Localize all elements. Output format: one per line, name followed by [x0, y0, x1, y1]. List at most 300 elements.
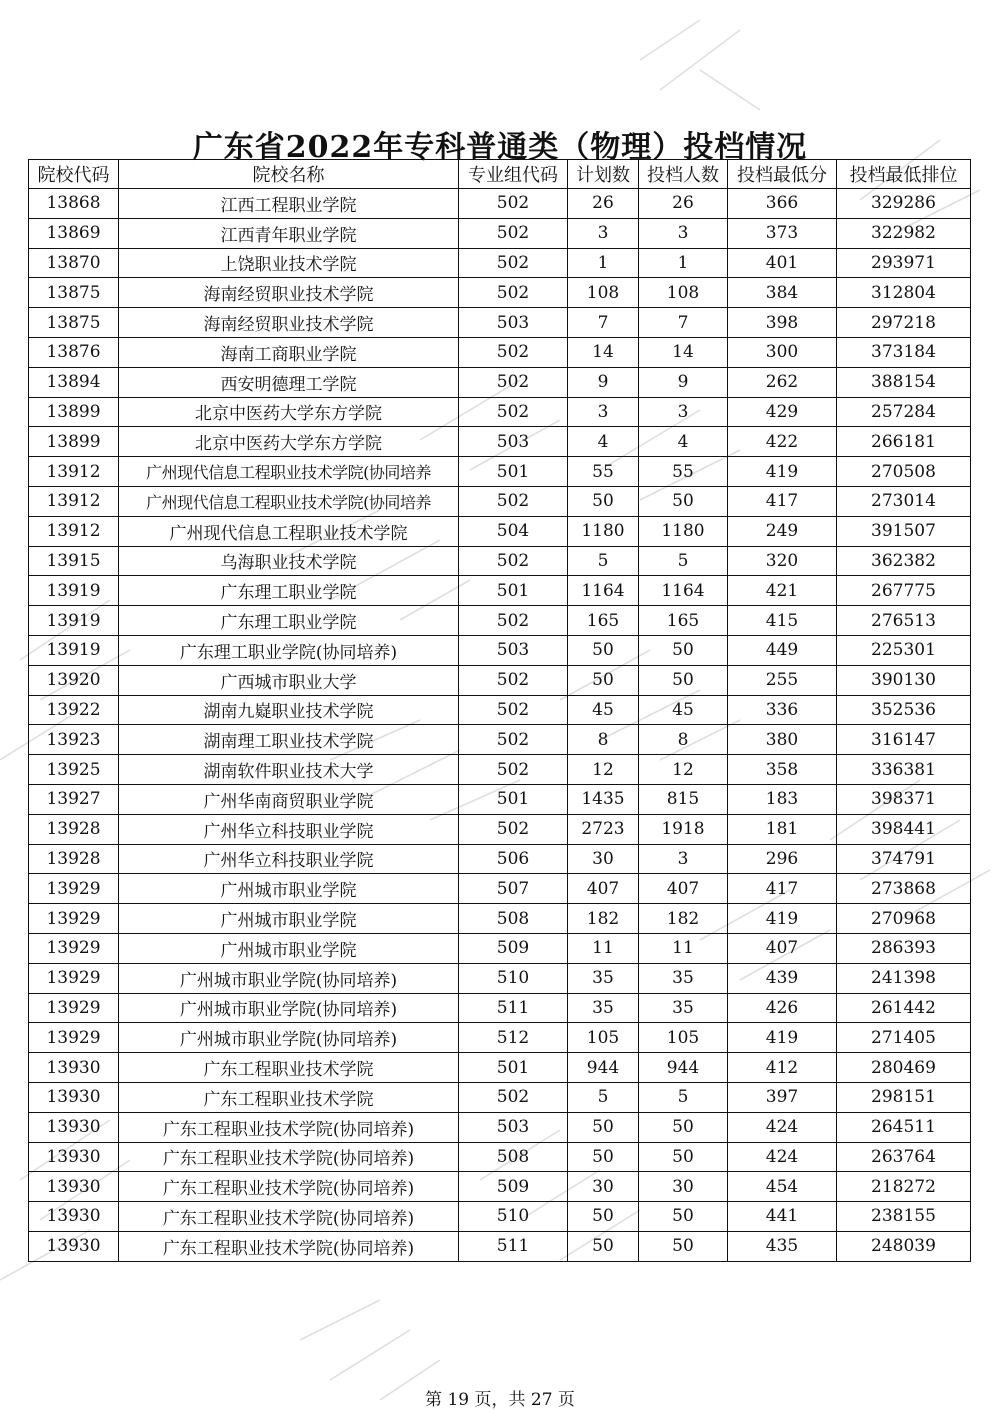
cell-min-score: 426 — [728, 993, 837, 1023]
cell-plan-count: 35 — [568, 963, 639, 993]
cell-school-name: 广东工程职业技术学院(协同培养) — [119, 1231, 459, 1261]
cell-min-score: 296 — [728, 844, 837, 874]
cell-school-code: 13876 — [29, 337, 119, 367]
cell-school-code: 13912 — [29, 516, 119, 546]
cell-school-name: 广东工程职业技术学院(协同培养) — [119, 1172, 459, 1202]
cell-admitted-count: 50 — [639, 1112, 728, 1142]
cell-group-code: 508 — [459, 1142, 568, 1172]
table-row — [29, 874, 971, 904]
cell-admitted-count: 30 — [639, 1172, 728, 1202]
cell-admitted-count: 3 — [639, 844, 728, 874]
cell-school-code: 13929 — [29, 993, 119, 1023]
cell-min-rank: 373184 — [837, 337, 971, 367]
cell-group-code: 502 — [459, 218, 568, 248]
cell-group-code: 501 — [459, 576, 568, 606]
cell-group-code: 503 — [459, 635, 568, 665]
cell-school-code: 13930 — [29, 1172, 119, 1202]
cell-admitted-count: 35 — [639, 993, 728, 1023]
cell-school-code: 13915 — [29, 546, 119, 576]
cell-plan-count: 50 — [568, 1231, 639, 1261]
cell-plan-count: 2723 — [568, 814, 639, 844]
cell-plan-count: 5 — [568, 546, 639, 576]
cell-admitted-count: 108 — [639, 278, 728, 308]
cell-group-code: 502 — [459, 755, 568, 785]
cell-school-name: 北京中医药大学东方学院 — [119, 427, 459, 457]
cell-school-name: 广西城市职业大学 — [119, 665, 459, 695]
cell-plan-count: 3 — [568, 397, 639, 427]
cell-plan-count: 8 — [568, 725, 639, 755]
cell-school-name: 广州华立科技职业学院 — [119, 844, 459, 874]
cell-admitted-count: 50 — [639, 635, 728, 665]
cell-plan-count: 35 — [568, 993, 639, 1023]
cell-min-rank: 391507 — [837, 516, 971, 546]
cell-min-score: 435 — [728, 1231, 837, 1261]
cell-plan-count: 4 — [568, 427, 639, 457]
cell-min-rank: 388154 — [837, 367, 971, 397]
cell-school-name: 广州现代信息工程职业技术学院(协同培养 — [119, 457, 459, 487]
cell-min-rank: 276513 — [837, 606, 971, 636]
cell-min-score: 183 — [728, 784, 837, 814]
cell-school-code: 13912 — [29, 486, 119, 516]
table-row — [29, 695, 971, 725]
cell-school-code: 13919 — [29, 576, 119, 606]
cell-school-name: 海南经贸职业技术学院 — [119, 308, 459, 338]
cell-admitted-count: 1918 — [639, 814, 728, 844]
cell-min-score: 255 — [728, 665, 837, 695]
table-header-row — [29, 160, 971, 189]
cell-school-name: 湖南软件职业技术大学 — [119, 755, 459, 785]
table-row — [29, 1112, 971, 1142]
cell-min-rank: 267775 — [837, 576, 971, 606]
cell-min-rank: 270968 — [837, 904, 971, 934]
cell-min-rank: 248039 — [837, 1231, 971, 1261]
cell-plan-count: 50 — [568, 1142, 639, 1172]
table-row — [29, 725, 971, 755]
cell-group-code: 502 — [459, 725, 568, 755]
cell-admitted-count: 12 — [639, 755, 728, 785]
cell-admitted-count: 11 — [639, 933, 728, 963]
cell-admitted-count: 50 — [639, 1202, 728, 1232]
cell-school-name: 广东理工职业学院 — [119, 576, 459, 606]
cell-school-code: 13929 — [29, 963, 119, 993]
table-row — [29, 933, 971, 963]
cell-plan-count: 50 — [568, 1202, 639, 1232]
cell-school-code: 13929 — [29, 904, 119, 934]
table-row — [29, 635, 971, 665]
cell-school-name: 广东工程职业技术学院(协同培养) — [119, 1112, 459, 1142]
cell-min-rank: 273014 — [837, 486, 971, 516]
cell-school-name: 广州城市职业学院 — [119, 874, 459, 904]
cell-admitted-count: 26 — [639, 189, 728, 219]
table-row — [29, 278, 971, 308]
table-row — [29, 904, 971, 934]
cell-min-score: 181 — [728, 814, 837, 844]
cell-min-rank: 293971 — [837, 248, 971, 278]
cell-school-code: 13929 — [29, 933, 119, 963]
cell-min-rank: 336381 — [837, 755, 971, 785]
cell-min-rank: 261442 — [837, 993, 971, 1023]
cell-admitted-count: 1164 — [639, 576, 728, 606]
cell-group-code: 502 — [459, 337, 568, 367]
table-row — [29, 546, 971, 576]
cell-admitted-count: 50 — [639, 665, 728, 695]
table-row — [29, 963, 971, 993]
cell-group-code: 509 — [459, 933, 568, 963]
cell-group-code: 502 — [459, 397, 568, 427]
col-header-plan-count: 计划数 — [568, 160, 639, 189]
cell-admitted-count: 14 — [639, 337, 728, 367]
table-row — [29, 367, 971, 397]
cell-school-name: 江西工程职业学院 — [119, 189, 459, 219]
cell-min-score: 366 — [728, 189, 837, 219]
cell-school-name: 北京中医药大学东方学院 — [119, 397, 459, 427]
cell-min-rank: 241398 — [837, 963, 971, 993]
cell-group-code: 508 — [459, 904, 568, 934]
cell-admitted-count: 50 — [639, 1231, 728, 1261]
cell-min-score: 429 — [728, 397, 837, 427]
cell-school-name: 湖南九嶷职业技术学院 — [119, 695, 459, 725]
cell-school-name: 广东工程职业技术学院 — [119, 1082, 459, 1112]
table-row — [29, 486, 971, 516]
cell-plan-count: 944 — [568, 1053, 639, 1083]
cell-school-name: 广东理工职业学院(协同培养) — [119, 635, 459, 665]
cell-plan-count: 30 — [568, 1172, 639, 1202]
cell-school-name: 广东工程职业技术学院 — [119, 1053, 459, 1083]
col-header-school-code: 院校代码 — [29, 160, 119, 189]
cell-school-name: 广州现代信息工程职业技术学院 — [119, 516, 459, 546]
cell-school-name: 广东工程职业技术学院(协同培养) — [119, 1202, 459, 1232]
cell-min-rank: 298151 — [837, 1082, 971, 1112]
cell-school-name: 乌海职业技术学院 — [119, 546, 459, 576]
cell-school-code: 13869 — [29, 218, 119, 248]
cell-min-rank: 362382 — [837, 546, 971, 576]
cell-min-rank: 322982 — [837, 218, 971, 248]
cell-min-score: 398 — [728, 308, 837, 338]
cell-min-rank: 218272 — [837, 1172, 971, 1202]
table-row — [29, 308, 971, 338]
cell-admitted-count: 35 — [639, 963, 728, 993]
cell-group-code: 502 — [459, 814, 568, 844]
cell-group-code: 510 — [459, 963, 568, 993]
cell-school-code: 13930 — [29, 1082, 119, 1112]
table-row — [29, 814, 971, 844]
cell-min-score: 336 — [728, 695, 837, 725]
cell-group-code: 502 — [459, 367, 568, 397]
table-row — [29, 755, 971, 785]
table-row — [29, 1053, 971, 1083]
table-row — [29, 516, 971, 546]
cell-admitted-count: 55 — [639, 457, 728, 487]
table-row — [29, 248, 971, 278]
cell-min-score: 320 — [728, 546, 837, 576]
cell-min-score: 419 — [728, 904, 837, 934]
table-row — [29, 218, 971, 248]
cell-school-name: 广州城市职业学院(协同培养) — [119, 993, 459, 1023]
cell-group-code: 502 — [459, 695, 568, 725]
cell-min-score: 407 — [728, 933, 837, 963]
cell-school-name: 广州城市职业学院 — [119, 933, 459, 963]
cell-min-score: 419 — [728, 457, 837, 487]
cell-min-rank: 352536 — [837, 695, 971, 725]
cell-min-rank: 280469 — [837, 1053, 971, 1083]
cell-school-code: 13922 — [29, 695, 119, 725]
cell-school-code: 13920 — [29, 665, 119, 695]
cell-plan-count: 50 — [568, 486, 639, 516]
cell-min-rank: 374791 — [837, 844, 971, 874]
cell-min-rank: 398441 — [837, 814, 971, 844]
table-row — [29, 337, 971, 367]
cell-school-code: 13899 — [29, 427, 119, 457]
cell-school-name: 西安明德理工学院 — [119, 367, 459, 397]
table-row — [29, 1172, 971, 1202]
cell-group-code: 501 — [459, 784, 568, 814]
cell-admitted-count: 45 — [639, 695, 728, 725]
cell-school-code: 13919 — [29, 635, 119, 665]
cell-min-score: 262 — [728, 367, 837, 397]
cell-admitted-count: 50 — [639, 1142, 728, 1172]
table-row — [29, 427, 971, 457]
cell-school-code: 13928 — [29, 814, 119, 844]
cell-school-code: 13919 — [29, 606, 119, 636]
cell-group-code: 503 — [459, 427, 568, 457]
cell-min-rank: 257284 — [837, 397, 971, 427]
cell-admitted-count: 407 — [639, 874, 728, 904]
cell-admitted-count: 5 — [639, 546, 728, 576]
cell-school-code: 13927 — [29, 784, 119, 814]
cell-school-code: 13868 — [29, 189, 119, 219]
cell-min-rank: 271405 — [837, 1023, 971, 1053]
cell-school-code: 13894 — [29, 367, 119, 397]
cell-group-code: 504 — [459, 516, 568, 546]
cell-school-code: 13930 — [29, 1142, 119, 1172]
cell-admitted-count: 3 — [639, 397, 728, 427]
cell-plan-count: 1 — [568, 248, 639, 278]
cell-school-code: 13930 — [29, 1053, 119, 1083]
cell-plan-count: 26 — [568, 189, 639, 219]
admission-table — [28, 159, 971, 1262]
cell-school-code: 13875 — [29, 308, 119, 338]
cell-min-rank: 286393 — [837, 933, 971, 963]
cell-plan-count: 55 — [568, 457, 639, 487]
table-row — [29, 189, 971, 219]
cell-group-code: 510 — [459, 1202, 568, 1232]
cell-plan-count: 50 — [568, 635, 639, 665]
cell-admitted-count: 165 — [639, 606, 728, 636]
cell-min-rank: 312804 — [837, 278, 971, 308]
cell-admitted-count: 9 — [639, 367, 728, 397]
cell-school-code: 13899 — [29, 397, 119, 427]
cell-plan-count: 9 — [568, 367, 639, 397]
cell-group-code: 511 — [459, 1231, 568, 1261]
cell-min-score: 454 — [728, 1172, 837, 1202]
cell-school-name: 广州华南商贸职业学院 — [119, 784, 459, 814]
cell-min-score: 300 — [728, 337, 837, 367]
cell-group-code: 506 — [459, 844, 568, 874]
cell-min-score: 422 — [728, 427, 837, 457]
cell-school-name: 广东工程职业技术学院(协同培养) — [119, 1142, 459, 1172]
cell-min-score: 384 — [728, 278, 837, 308]
cell-admitted-count: 1180 — [639, 516, 728, 546]
cell-plan-count: 1164 — [568, 576, 639, 606]
cell-group-code: 502 — [459, 665, 568, 695]
cell-min-score: 439 — [728, 963, 837, 993]
cell-min-rank: 225301 — [837, 635, 971, 665]
cell-plan-count: 50 — [568, 1112, 639, 1142]
table-row — [29, 1231, 971, 1261]
cell-min-score: 417 — [728, 874, 837, 904]
cell-admitted-count: 1 — [639, 248, 728, 278]
table-body — [29, 189, 971, 1262]
cell-school-code: 13870 — [29, 248, 119, 278]
cell-min-rank: 266181 — [837, 427, 971, 457]
table-row — [29, 993, 971, 1023]
cell-school-code: 13923 — [29, 725, 119, 755]
cell-plan-count: 7 — [568, 308, 639, 338]
cell-min-rank: 273868 — [837, 874, 971, 904]
cell-plan-count: 45 — [568, 695, 639, 725]
cell-group-code: 502 — [459, 1082, 568, 1112]
cell-admitted-count: 182 — [639, 904, 728, 934]
col-header-school-name: 院校名称 — [119, 160, 459, 189]
cell-admitted-count: 7 — [639, 308, 728, 338]
cell-school-code: 13875 — [29, 278, 119, 308]
page-title: 广东省2022年专科普通类（物理）投档情况 — [192, 130, 808, 165]
table-row — [29, 1142, 971, 1172]
cell-admitted-count: 105 — [639, 1023, 728, 1053]
cell-school-name: 广东理工职业学院 — [119, 606, 459, 636]
cell-min-score: 373 — [728, 218, 837, 248]
table-row — [29, 606, 971, 636]
cell-group-code: 501 — [459, 1053, 568, 1083]
table-row — [29, 844, 971, 874]
cell-plan-count: 3 — [568, 218, 639, 248]
cell-school-code: 13930 — [29, 1112, 119, 1142]
cell-plan-count: 50 — [568, 665, 639, 695]
cell-group-code: 503 — [459, 308, 568, 338]
cell-school-name: 江西青年职业学院 — [119, 218, 459, 248]
cell-plan-count: 14 — [568, 337, 639, 367]
cell-group-code: 512 — [459, 1023, 568, 1053]
cell-plan-count: 1435 — [568, 784, 639, 814]
cell-school-code: 13929 — [29, 1023, 119, 1053]
cell-school-name: 湖南理工职业技术学院 — [119, 725, 459, 755]
cell-group-code: 507 — [459, 874, 568, 904]
cell-school-name: 广州城市职业学院(协同培养) — [119, 1023, 459, 1053]
table-row — [29, 1023, 971, 1053]
cell-group-code: 501 — [459, 457, 568, 487]
cell-plan-count: 105 — [568, 1023, 639, 1053]
col-header-min-score: 投档最低分 — [728, 160, 837, 189]
cell-min-score: 449 — [728, 635, 837, 665]
cell-group-code: 509 — [459, 1172, 568, 1202]
cell-school-name: 广州现代信息工程职业技术学院(协同培养 — [119, 486, 459, 516]
cell-min-score: 421 — [728, 576, 837, 606]
cell-plan-count: 165 — [568, 606, 639, 636]
cell-min-score: 397 — [728, 1082, 837, 1112]
cell-min-score: 358 — [728, 755, 837, 785]
cell-admitted-count: 815 — [639, 784, 728, 814]
cell-group-code: 502 — [459, 486, 568, 516]
page-footer: 第 19 页，共 27 页 — [425, 1390, 575, 1410]
cell-admitted-count: 944 — [639, 1053, 728, 1083]
cell-plan-count: 407 — [568, 874, 639, 904]
table-row — [29, 397, 971, 427]
cell-admitted-count: 5 — [639, 1082, 728, 1112]
cell-plan-count: 182 — [568, 904, 639, 934]
table-row — [29, 457, 971, 487]
cell-min-score: 249 — [728, 516, 837, 546]
cell-school-code: 13930 — [29, 1202, 119, 1232]
cell-min-score: 441 — [728, 1202, 837, 1232]
table-row — [29, 784, 971, 814]
cell-admitted-count: 8 — [639, 725, 728, 755]
cell-min-rank: 263764 — [837, 1142, 971, 1172]
cell-school-code: 13928 — [29, 844, 119, 874]
cell-min-rank: 329286 — [837, 189, 971, 219]
cell-min-score: 380 — [728, 725, 837, 755]
table-row — [29, 1082, 971, 1112]
cell-school-name: 海南工商职业学院 — [119, 337, 459, 367]
cell-group-code: 511 — [459, 993, 568, 1023]
cell-admitted-count: 3 — [639, 218, 728, 248]
cell-school-name: 广州华立科技职业学院 — [119, 814, 459, 844]
cell-plan-count: 12 — [568, 755, 639, 785]
cell-admitted-count: 50 — [639, 486, 728, 516]
table-row — [29, 576, 971, 606]
cell-group-code: 503 — [459, 1112, 568, 1142]
cell-min-rank: 264511 — [837, 1112, 971, 1142]
cell-school-code: 13930 — [29, 1231, 119, 1261]
cell-school-name: 上饶职业技术学院 — [119, 248, 459, 278]
table-row — [29, 665, 971, 695]
cell-min-rank: 270508 — [837, 457, 971, 487]
cell-admitted-count: 4 — [639, 427, 728, 457]
cell-min-score: 415 — [728, 606, 837, 636]
cell-plan-count: 1180 — [568, 516, 639, 546]
cell-min-rank: 238155 — [837, 1202, 971, 1232]
cell-min-rank: 390130 — [837, 665, 971, 695]
col-header-min-rank: 投档最低排位 — [837, 160, 971, 189]
cell-plan-count: 5 — [568, 1082, 639, 1112]
col-header-admitted-count: 投档人数 — [639, 160, 728, 189]
cell-school-code: 13925 — [29, 755, 119, 785]
cell-min-rank: 398371 — [837, 784, 971, 814]
cell-school-name: 海南经贸职业技术学院 — [119, 278, 459, 308]
cell-min-score: 419 — [728, 1023, 837, 1053]
cell-min-rank: 316147 — [837, 725, 971, 755]
cell-school-name: 广州城市职业学院 — [119, 904, 459, 934]
col-header-group-code: 专业组代码 — [459, 160, 568, 189]
cell-group-code: 502 — [459, 248, 568, 278]
cell-school-name: 广州城市职业学院(协同培养) — [119, 963, 459, 993]
cell-plan-count: 11 — [568, 933, 639, 963]
cell-group-code: 502 — [459, 606, 568, 636]
cell-min-score: 412 — [728, 1053, 837, 1083]
cell-min-score: 417 — [728, 486, 837, 516]
cell-min-score: 424 — [728, 1142, 837, 1172]
cell-min-score: 424 — [728, 1112, 837, 1142]
cell-school-code: 13929 — [29, 874, 119, 904]
table-row — [29, 1202, 971, 1232]
cell-plan-count: 30 — [568, 844, 639, 874]
cell-school-code: 13912 — [29, 457, 119, 487]
cell-plan-count: 108 — [568, 278, 639, 308]
cell-group-code: 502 — [459, 189, 568, 219]
cell-group-code: 502 — [459, 546, 568, 576]
cell-min-score: 401 — [728, 248, 837, 278]
cell-min-rank: 297218 — [837, 308, 971, 338]
cell-group-code: 502 — [459, 278, 568, 308]
